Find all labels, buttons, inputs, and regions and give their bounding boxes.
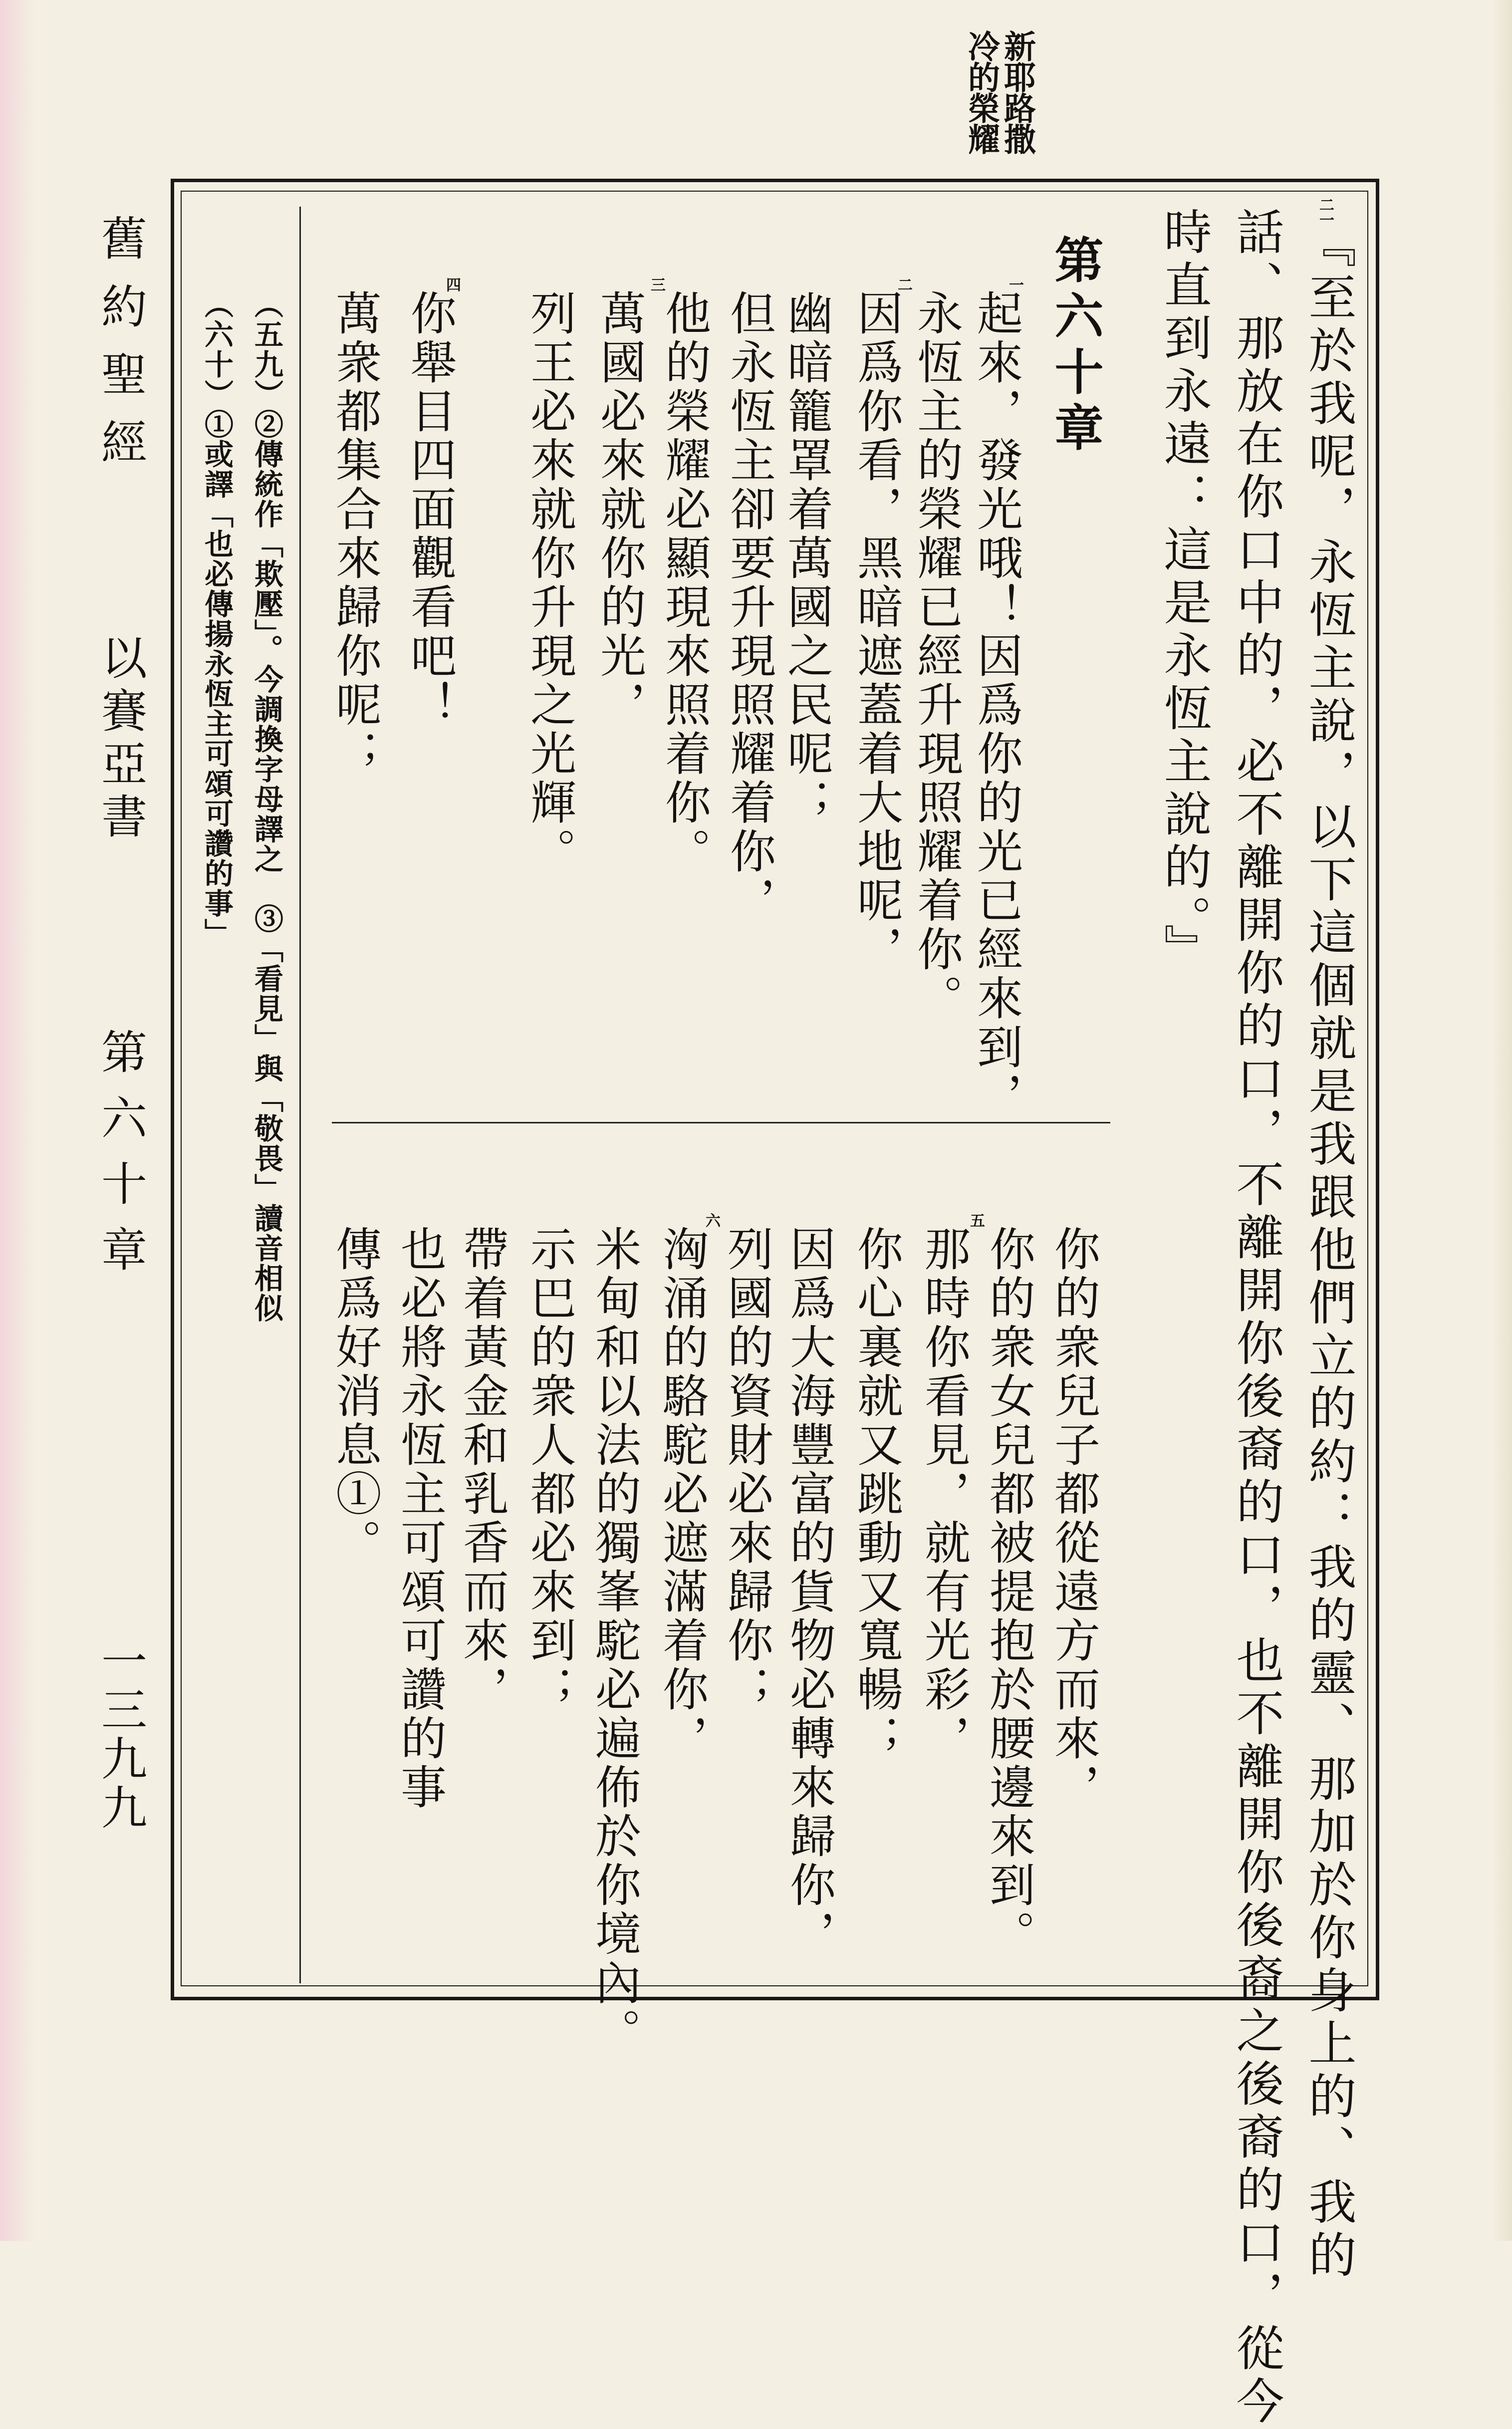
verse-line: 你的衆女兒都被提抱於腰邊來到。 xyxy=(982,1225,1035,1959)
verse-line: 你舉目四面觀看吧！ xyxy=(403,289,457,730)
book-name: 以賽亞書 xyxy=(94,634,147,845)
verse-number: 二 xyxy=(895,277,912,292)
page-edge-stain xyxy=(0,0,35,2241)
running-title-line2: 冷的榮耀 xyxy=(963,30,1000,154)
verse-line: 起來，發光哦！因爲你的光已經來到， xyxy=(970,289,1023,1121)
footnote-divider xyxy=(299,207,301,1983)
verse-line: 列王必來就你升現之光輝。 xyxy=(523,289,576,876)
verse-line: 他的榮耀必顯現來照着你。 xyxy=(658,289,711,876)
verse-line: 洶涌的駱駝必遮滿着你， xyxy=(655,1225,709,1763)
intro-line-3: 時直到永遠：這是永恆主說的。』 xyxy=(1156,207,1212,977)
verse-line: 那時你看見，就有光彩， xyxy=(917,1225,971,1763)
chapter-label: 第六十章 xyxy=(94,1028,147,1292)
verse-line: 傳爲好消息①。 xyxy=(328,1225,382,1568)
verse-line: 米甸和以法的獨峯駝必遍佈於你境內。 xyxy=(588,1225,641,2057)
verse-line: 但永恆主卻要升現照耀着你， xyxy=(723,289,776,925)
verse-number: 四 xyxy=(443,277,461,292)
verse-line: 因爲大海豐富的貨物必轉來歸你， xyxy=(782,1225,836,1959)
chapter-heading: 第六十章 xyxy=(1046,235,1104,458)
running-title-line1: 新耶路撒 xyxy=(999,30,1036,154)
verse-number: 五 xyxy=(967,1213,985,1228)
running-title xyxy=(953,30,1036,180)
verse-line: 幽暗籠罩着萬國之民呢； xyxy=(780,289,833,827)
verse-number: 六 xyxy=(703,1213,720,1228)
verse-line: 萬國必來就你的光， xyxy=(593,289,646,730)
footnote-line: （五九）②傳統作「欺壓」。今調換字母譯之 ③「看見」與「敬畏」讀音相似 xyxy=(250,289,283,1323)
book-title: 舊約聖經 xyxy=(94,215,147,486)
verse-line: 也必將永恆主可頌可讚的事 xyxy=(393,1225,447,1812)
verse-number: 一 xyxy=(1006,277,1023,292)
verse-line: 你心裏就又跳動又寬暢； xyxy=(850,1225,903,1763)
verse-number: 三 xyxy=(648,277,665,292)
verse-line: 示巴的衆人都必來到； xyxy=(523,1225,576,1714)
verse-line: 因爲你看，黑暗遮蓋着大地呢， xyxy=(850,289,903,974)
page-number: 一三九九 xyxy=(94,1637,147,1833)
verse-line: 你的衆兒子都從遠方而來， xyxy=(1047,1225,1100,1812)
verse-number: 二一 xyxy=(1316,197,1334,227)
footnote-line: （六十）①或譯「也必傳揚永恆主可頌可讚的事」 xyxy=(200,289,234,948)
page-edge-shadow xyxy=(1492,0,1512,2241)
poetry-section-divider xyxy=(332,1122,1110,1123)
verse-line: 萬衆都集合來歸你呢； xyxy=(328,289,382,779)
verse-line: 帶着黃金和乳香而來， xyxy=(456,1225,509,1714)
verse-line: 永恆主的榮耀已經升現照耀着你。 xyxy=(910,289,963,1023)
intro-line-2: 話、那放在你口中的，必不離開你的口，不離開你後裔的口，也不離開你後裔之後裔的口，從今 xyxy=(1229,207,1284,2429)
verse-line: 列國的資財必來歸你； xyxy=(720,1225,773,1714)
intro-line-1: 『至於我呢，永恆主說，以下這個就是我跟他們立的約：我的靈、那加於你身上的、我的 xyxy=(1301,220,1357,2283)
